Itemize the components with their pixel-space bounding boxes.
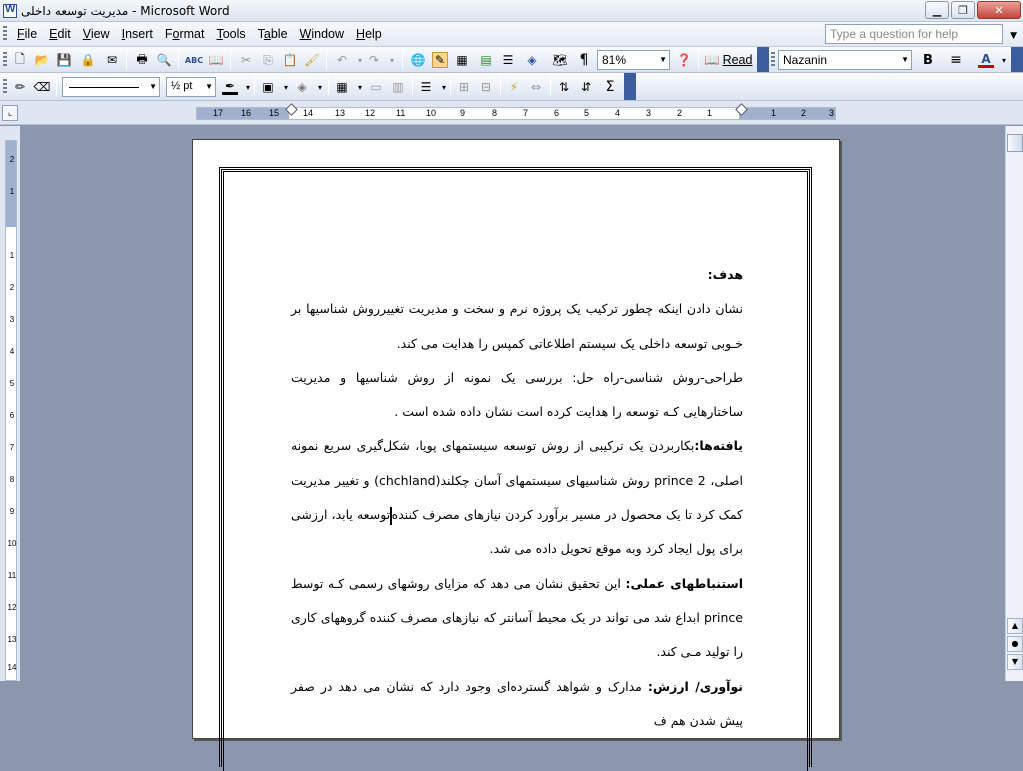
findings-text-b: توسعه یابد، ارزشی برای پول ایجاد کرد وبه موقع تحویل داده می شد.	[291, 507, 743, 557]
menu-file[interactable]	[11, 25, 43, 43]
menu-help[interactable]	[350, 25, 388, 43]
font-value: Nazanin	[783, 53, 828, 67]
menu-table-accel: a	[263, 27, 271, 41]
zoom-value: 81%	[602, 53, 627, 67]
menu-insert[interactable]	[116, 25, 159, 43]
line-weight-dropdown-icon: ▼	[205, 82, 213, 91]
next-page-icon[interactable]: ▼	[1007, 654, 1023, 670]
toolbar-separator	[500, 77, 501, 95]
ruler-number: 4	[615, 108, 621, 118]
justify-icon[interactable]: ≡	[950, 52, 962, 68]
print-preview-icon[interactable]: 🔍	[156, 53, 172, 67]
ruler-number: 2	[677, 108, 683, 118]
minimize-icon: ▁	[932, 3, 942, 17]
sort-descending-icon[interactable]: ⇵	[580, 80, 592, 94]
tables-borders-icon[interactable]: ✎	[432, 52, 448, 68]
menu-tools-label: ools	[222, 27, 246, 41]
menu-insert-label: nsert	[125, 27, 153, 41]
menu-tools-accel: T	[216, 27, 223, 41]
paragraph-implications	[291, 567, 743, 670]
previous-page-icon[interactable]: ▲	[1007, 618, 1023, 634]
columns-icon[interactable]: ☰	[502, 53, 514, 67]
undo-dropdown-icon[interactable]: ▾	[357, 55, 362, 65]
menu-tools[interactable]	[210, 25, 251, 43]
help-search-input[interactable]	[825, 24, 1003, 44]
vruler-number: 4	[9, 347, 15, 356]
toolbar-options-icon[interactable]	[1011, 47, 1023, 72]
show-hide-icon[interactable]	[576, 52, 592, 68]
menu-view[interactable]	[77, 25, 116, 43]
menu-help-label: elp	[365, 27, 382, 41]
line-style-dropdown-icon: ▼	[149, 82, 157, 91]
redo-dropdown-icon[interactable]: ▾	[389, 55, 394, 65]
ruler-number: 2	[801, 108, 807, 118]
ruler-number: 9	[460, 108, 466, 118]
vruler-number: 7	[9, 443, 15, 452]
window-controls	[925, 1, 1021, 19]
implications-label: استنباطهای عملی:	[625, 575, 743, 591]
vruler-number: 2	[9, 155, 15, 164]
menu-table-pre: T	[257, 27, 264, 41]
drawing-icon[interactable]: ◈	[527, 53, 537, 67]
line-weight-value: ½ pt	[171, 80, 193, 92]
document-map-icon[interactable]: 🗺	[552, 53, 568, 67]
eraser-icon[interactable]: ⌫	[33, 80, 51, 94]
originality-label: نوآوری/ ارزش:	[647, 678, 743, 694]
ruler-number: 15	[269, 108, 280, 118]
vruler-number: 3	[9, 315, 15, 324]
heading-goal	[291, 258, 743, 292]
vruler-number: 1	[9, 187, 15, 196]
vertical-ruler-top-margin	[6, 141, 16, 227]
menu-bar	[0, 22, 1023, 47]
permission-icon[interactable]: 🔒	[80, 53, 96, 67]
line-weight-select[interactable]	[166, 77, 216, 97]
vruler-number: 13	[7, 635, 17, 644]
insert-table-icon[interactable]: ▦	[336, 80, 348, 94]
findings-label: یافته‌ها:	[694, 438, 743, 454]
distribute-rows-icon[interactable]: ⊞	[458, 80, 470, 94]
toolbar-separator	[326, 51, 327, 69]
menu-view-accel: V	[82, 27, 91, 41]
border-dropdown-icon[interactable]: ▾	[283, 82, 288, 92]
ruler-number: 1	[707, 108, 713, 118]
menu-format-label: rmat	[179, 27, 205, 41]
outside-border-icon[interactable]: ▣	[262, 80, 274, 94]
ruler-number: 10	[426, 108, 437, 118]
word-app-icon[interactable]	[3, 4, 17, 18]
border-color-icon[interactable]: ✒	[222, 79, 238, 95]
document-body[interactable]	[291, 258, 743, 738]
toolbar-separator	[412, 77, 413, 95]
menu-table-label: ble	[270, 27, 288, 41]
line-style-select[interactable]	[62, 77, 160, 97]
menu-window-accel: W	[299, 27, 312, 41]
print-icon[interactable]: 🖶	[136, 51, 148, 66]
formatting-gripper[interactable]	[771, 52, 775, 68]
bold-icon[interactable]	[920, 52, 936, 68]
ruler-number: 1	[771, 108, 777, 118]
help-icon[interactable]: ❓	[676, 53, 692, 67]
horizontal-ruler[interactable]	[196, 107, 836, 120]
menu-help-accel: H	[356, 27, 366, 41]
ruler-number: 12	[365, 108, 376, 118]
title-bar	[0, 0, 1023, 22]
close-button[interactable]	[977, 1, 1021, 19]
menu-edit[interactable]	[43, 25, 77, 43]
toolbar-separator	[230, 51, 231, 69]
insert-table-dropdown-icon[interactable]: ▾	[357, 82, 362, 92]
save-icon[interactable]: 💾	[56, 53, 72, 67]
toolbar-separator	[126, 51, 127, 69]
format-painter-icon[interactable]: 🖌	[304, 53, 320, 67]
toolbar-separator	[550, 77, 551, 95]
toolbar-separator	[328, 77, 329, 95]
menu-insert-accel: I	[121, 27, 126, 41]
toolbar-separator	[450, 77, 451, 95]
copy-icon[interactable]: ⎘	[263, 52, 273, 67]
distribute-columns-icon[interactable]: ⊟	[480, 80, 492, 94]
ruler-number: 13	[335, 108, 346, 118]
vruler-number: 8	[9, 475, 15, 484]
sum-glyph: Σ	[605, 79, 615, 95]
toolbar-separator	[178, 51, 179, 69]
insert-excel-icon[interactable]: ▤	[480, 53, 492, 67]
ruler-number: 11	[396, 108, 406, 118]
merge-cells-icon[interactable]: ▭	[370, 80, 382, 94]
paragraph-design: طراحی-روش شناسی-راه حل: بررسی یک نمونه از روش شناسیها و مدیریت ساختارهایی کـه توسعه را هدایت کرده است نشان داده شده است .	[291, 369, 743, 420]
document-workspace[interactable]	[20, 126, 1005, 728]
menu-format[interactable]	[159, 25, 211, 43]
paste-icon[interactable]: 📋	[282, 53, 298, 67]
document-page[interactable]	[192, 139, 840, 739]
vertical-ruler-strip	[5, 140, 17, 681]
scrollbar-thumb[interactable]	[1007, 134, 1023, 152]
pilcrow-glyph: ¶	[579, 52, 589, 68]
menu-edit-accel: E	[49, 27, 58, 41]
menu-view-label: iew	[90, 27, 110, 41]
cut-icon[interactable]: ✂	[240, 53, 252, 67]
window-title: مدیریت توسعه داخلی - Microsoft Word	[21, 3, 230, 18]
shading-dropdown-icon[interactable]: ▾	[317, 82, 322, 92]
vruler-number: 10	[7, 539, 17, 548]
autofit-icon[interactable]: ⇔	[530, 80, 542, 94]
shading-color-icon[interactable]: ◈	[297, 80, 307, 94]
tab-selector-icon[interactable]: ⌞	[2, 105, 18, 121]
menu-edit-label: dit	[57, 27, 71, 41]
originality-text: مدارک و شواهد گسترده‌ای وجود دارد که نشان می دهد در صفر پیش شدن هم ف	[291, 678, 743, 728]
heading-goal-text: هدف:	[707, 267, 743, 282]
findings-text-a: بکاربردن یک ترکیبی از روش توسعه سیستمهای پویا، شکل‌گیری سریع نمونه اصلی، prince 2 روش شناسیهای سیستمهای آسان چکلند(chchland) و تغییر مدیریت کمک کرد تا یک محصول در مسیر برآورد کردن نیازهای مصرف کننده	[291, 438, 744, 523]
menubar-gripper[interactable]	[3, 26, 7, 42]
ruler-number: 8	[492, 108, 498, 118]
font-color-dropdown-icon[interactable]: ▾	[1001, 55, 1006, 65]
ruler-right-margin	[739, 108, 835, 119]
ruler-number: 7	[523, 108, 529, 118]
implications-text: این تحقیق نشان می دهد که مزایای روشهای رسمی کـه توسط prince ابداع شد می تواند در یک محیط آسانتر که نیازهای مصرف کننده گروههای کاری را تولید مـی کند.	[291, 575, 743, 660]
new-document-icon[interactable]: 🗋	[15, 51, 25, 66]
undo-icon[interactable]: ↶	[336, 53, 348, 67]
align-dropdown-icon[interactable]: ▾	[441, 82, 446, 92]
paragraph-originality	[291, 670, 743, 739]
toolbar-separator	[56, 77, 57, 95]
bold-glyph: B	[923, 52, 933, 68]
paragraph-goal: نشان دادن اینکه چطور ترکیب یک پروژه نرم و سخت و مدیریت تغییرروش شناسیها بر خـوبی توسعه داخلی یک سیستم اطلاعاتی کمپس را هدایت می کند.	[291, 301, 743, 351]
draw-table-icon[interactable]: ✏	[14, 80, 26, 94]
ruler-number: 3	[829, 108, 835, 118]
vruler-number: 11	[7, 571, 17, 580]
toolbar-gripper[interactable]	[3, 79, 7, 95]
research-icon[interactable]: 📖	[208, 53, 224, 67]
toolbar-gripper[interactable]	[3, 52, 7, 68]
menu-window-label: indow	[311, 27, 345, 41]
paragraph-findings	[291, 429, 743, 566]
read-icon: 📖	[704, 52, 720, 67]
tables-borders-toolbar	[0, 73, 1023, 101]
vruler-number: 6	[9, 411, 15, 420]
spelling-icon[interactable]: ABC	[184, 55, 204, 65]
toolbar-separator	[698, 51, 699, 69]
menu-window[interactable]	[294, 25, 350, 43]
toolbar-separator	[402, 51, 403, 69]
read-button[interactable]	[704, 51, 752, 69]
menu-file-label: ile	[24, 27, 38, 41]
vertical-ruler[interactable]	[0, 126, 20, 681]
ruler-number: 5	[584, 108, 590, 118]
menu-table[interactable]	[252, 25, 294, 43]
vruler-number: 9	[9, 507, 15, 516]
font-color-icon[interactable]	[978, 52, 994, 68]
restore-button[interactable]	[951, 1, 975, 19]
email-icon[interactable]: ✉	[106, 53, 118, 67]
vruler-number: 5	[9, 379, 15, 388]
minimize-button[interactable]	[925, 1, 949, 19]
vruler-number: 2	[9, 283, 15, 292]
ruler-number: 14	[303, 108, 314, 118]
help-search-placeholder: Type a question for help	[830, 27, 959, 41]
standard-toolbar	[0, 47, 1023, 73]
ruler-number: 17	[213, 108, 224, 118]
redo-icon[interactable]: ↷	[368, 53, 380, 67]
select-browse-object-icon[interactable]: ●	[1007, 636, 1023, 652]
menu-format-pre: F	[164, 27, 173, 41]
restore-icon: ❐	[958, 3, 968, 17]
border-color-dropdown-icon[interactable]: ▾	[245, 82, 250, 92]
vertical-scrollbar[interactable]	[1005, 126, 1023, 681]
hyperlink-icon[interactable]: 🌐	[410, 53, 426, 67]
split-cells-icon[interactable]: ▥	[392, 80, 404, 94]
autosum-icon[interactable]	[602, 79, 618, 95]
font-dropdown-icon: ▼	[901, 55, 909, 64]
zoom-select[interactable]	[597, 50, 670, 70]
open-folder-icon[interactable]: 📂	[34, 53, 50, 67]
toolbar-options-icon[interactable]	[624, 73, 636, 100]
vruler-number: 14	[7, 663, 17, 672]
close-icon: ✕	[994, 3, 1004, 17]
align-cell-icon[interactable]: ☰	[420, 80, 432, 94]
line-style-sample	[69, 87, 139, 88]
insert-table-icon[interactable]: ▦	[456, 53, 468, 67]
toolbar-separator	[254, 77, 255, 95]
read-label: Read	[722, 53, 753, 67]
ruler-number: 6	[554, 108, 560, 118]
sort-ascending-icon[interactable]: ⇅	[558, 80, 570, 94]
vruler-number: 1	[9, 251, 15, 260]
menu-format-accel: o	[172, 27, 180, 41]
ruler-number: 3	[646, 108, 652, 118]
font-color-glyph: A	[981, 51, 991, 66]
ruler-number: 16	[241, 108, 252, 118]
toolbar-options-icon[interactable]	[757, 47, 769, 72]
zoom-dropdown-icon: ▼	[659, 55, 667, 64]
table-autoformat-icon[interactable]: ⚡	[509, 80, 519, 94]
vruler-number: 12	[7, 603, 17, 612]
horizontal-ruler-bar	[0, 101, 1023, 125]
font-select[interactable]	[778, 50, 912, 70]
help-dropdown-icon[interactable]: ▼	[1010, 31, 1017, 41]
menu-file-accel: F	[17, 27, 25, 41]
